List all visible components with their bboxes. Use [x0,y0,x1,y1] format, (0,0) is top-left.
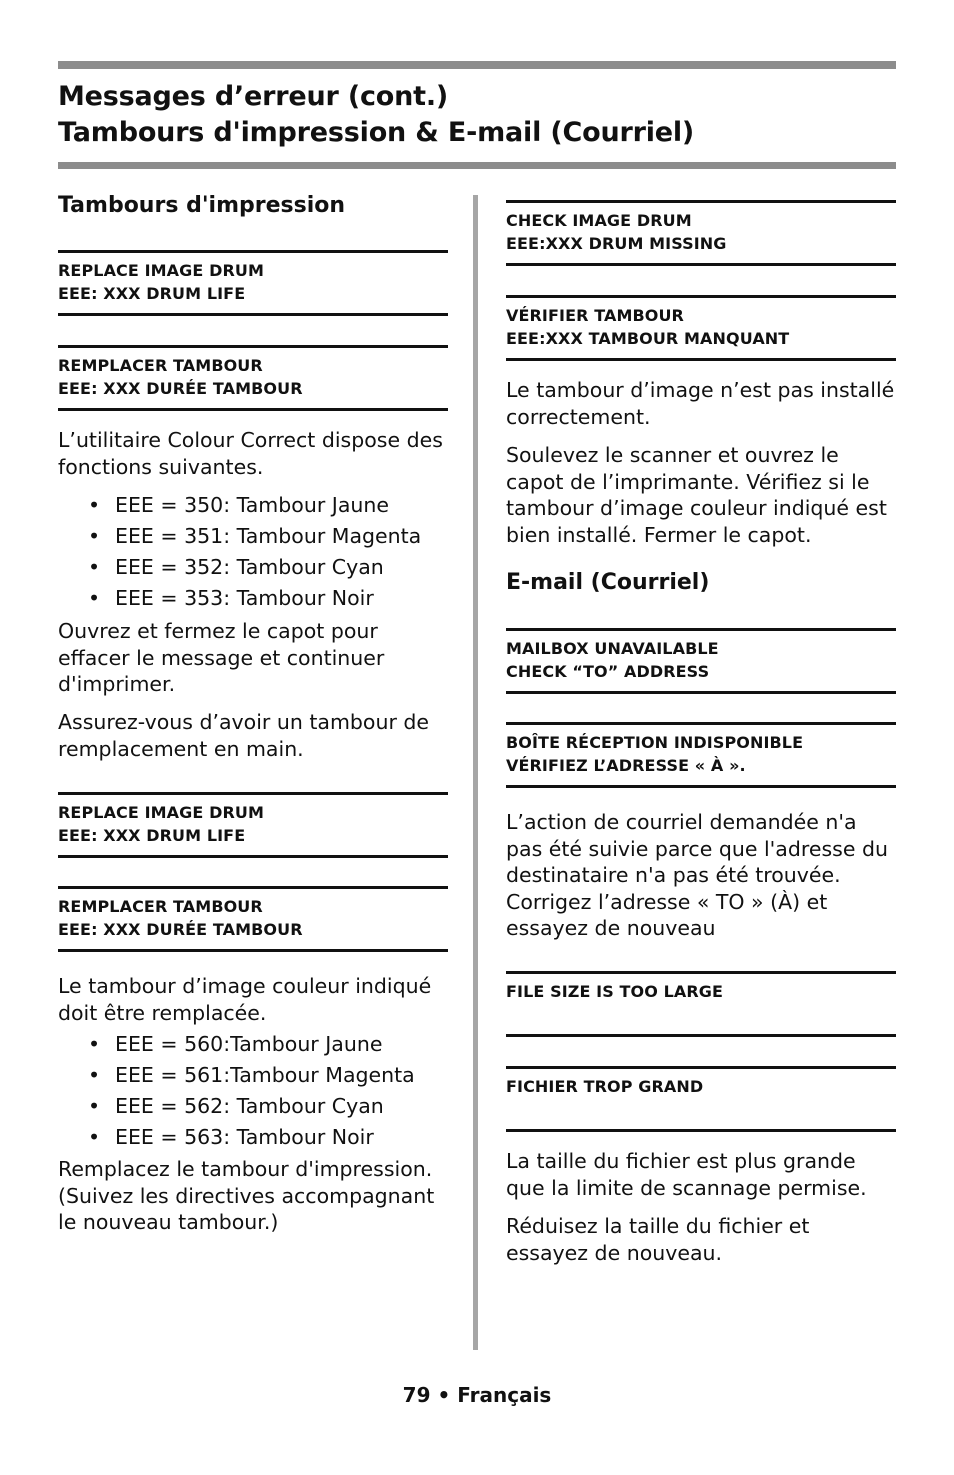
list-item: • EEE = 560:Tambour Jaune [58,1029,448,1060]
top-rule [58,61,896,69]
message-line: EEE:XXX DRUM MISSING [506,234,727,253]
column-divider [473,195,478,1350]
bullet-list-drums [58,1029,448,1153]
paragraph: Réduisez la taille du fichier et essayez de nouveau. [506,1214,810,1265]
message-box-boite-reception [506,722,896,788]
paragraph: Soulevez le scanner et ouvrez le capot de l’imprimante. Vérifiez si le tambour d’image couleur indiqué est bien installé. Fermer le capot. [506,443,887,547]
message-box-verifier-tambour [506,295,896,361]
page-footer [0,1381,954,1409]
footer-separator: • [437,1383,451,1407]
paragraph: L’utilitaire Colour Correct dispose des fonctions suivantes. [58,428,443,479]
paragraph: Assurez-vous d’avoir un tambour de remplacement en main. [58,710,430,761]
message-box-remplacer-tambour-2 [58,886,448,952]
message-line: REMPLACER TAMBOUR [58,356,263,375]
message-line: EEE:XXX TAMBOUR MANQUANT [506,329,790,348]
message-line: VÉRIFIEZ L’ADRESSE « À ». [506,756,746,775]
bullet-list-colour-correct [58,490,448,614]
message-box-file-size [506,971,896,1037]
list-item: • EEE = 353: Tambour Noir [58,583,448,614]
message-line: EEE: XXX DURÉE TAMBOUR [58,920,303,939]
message-line: MAILBOX UNAVAILABLE [506,639,719,658]
message-line: CHECK “TO” ADDRESS [506,662,710,681]
page-title-line-2: Tambours d'impression & E-mail (Courriel) [58,117,695,148]
message-box-fichier-trop-grand [506,1066,896,1132]
list-item: • EEE = 562: Tambour Cyan [58,1091,448,1122]
paragraph: Le tambour d’image couleur indiqué doit être remplacée. [58,974,432,1025]
paragraph: La taille du fichier est plus grande que la limite de scannage permise. [506,1149,867,1200]
message-box-remplacer-tambour [58,345,448,411]
paragraph: Remplacez le tambour d'impression. (Suivez les directives accompagnant le nouveau tambour.) [58,1157,435,1234]
message-line: BOÎTE RÉCEPTION INDISPONIBLE [506,733,804,752]
message-line: REPLACE IMAGE DRUM [58,803,265,822]
footer-language: Français [457,1383,552,1407]
message-line: REPLACE IMAGE DRUM [58,261,265,280]
message-line: REMPLACER TAMBOUR [58,897,263,916]
paragraph: Le tambour d’image n’est pas installé correctement. [506,378,895,429]
list-item: • EEE = 351: Tambour Magenta [58,521,448,552]
section-title-email: E-mail (Courriel) [506,570,710,595]
section-title-drums: Tambours d'impression [58,193,346,218]
title-rule [58,162,896,169]
list-item: • EEE = 350: Tambour Jaune [58,490,448,521]
message-line: EEE: XXX DURÉE TAMBOUR [58,379,303,398]
list-item: • EEE = 352: Tambour Cyan [58,552,448,583]
list-item: • EEE = 561:Tambour Magenta [58,1060,448,1091]
paragraph: Ouvrez et fermez le capot pour effacer le message et continuer d'imprimer. [58,619,385,696]
message-line: FICHIER TROP GRAND [506,1077,704,1096]
page-title-line-1: Messages d’erreur (cont.) [58,81,449,112]
message-box-replace-drum-2 [58,792,448,858]
message-box-check-image-drum [506,200,896,266]
message-line: EEE: XXX DRUM LIFE [58,284,246,303]
message-line: VÉRIFIER TAMBOUR [506,306,684,325]
paragraph: L’action de courriel demandée n'a pas été suivie parce que l'adresse du destinataire n'a pas été trouvée. Corrigez l’adresse « TO » (À) et essayez de nouveau [506,810,888,940]
page-title [58,79,694,151]
message-line: CHECK IMAGE DRUM [506,211,692,230]
list-item: • EEE = 563: Tambour Noir [58,1122,448,1153]
message-line: FILE SIZE IS TOO LARGE [506,982,724,1001]
message-box-mailbox-unavailable [506,628,896,694]
page-number: 79 [402,1383,431,1407]
message-line: EEE: XXX DRUM LIFE [58,826,246,845]
message-box-replace-drum [58,250,448,316]
